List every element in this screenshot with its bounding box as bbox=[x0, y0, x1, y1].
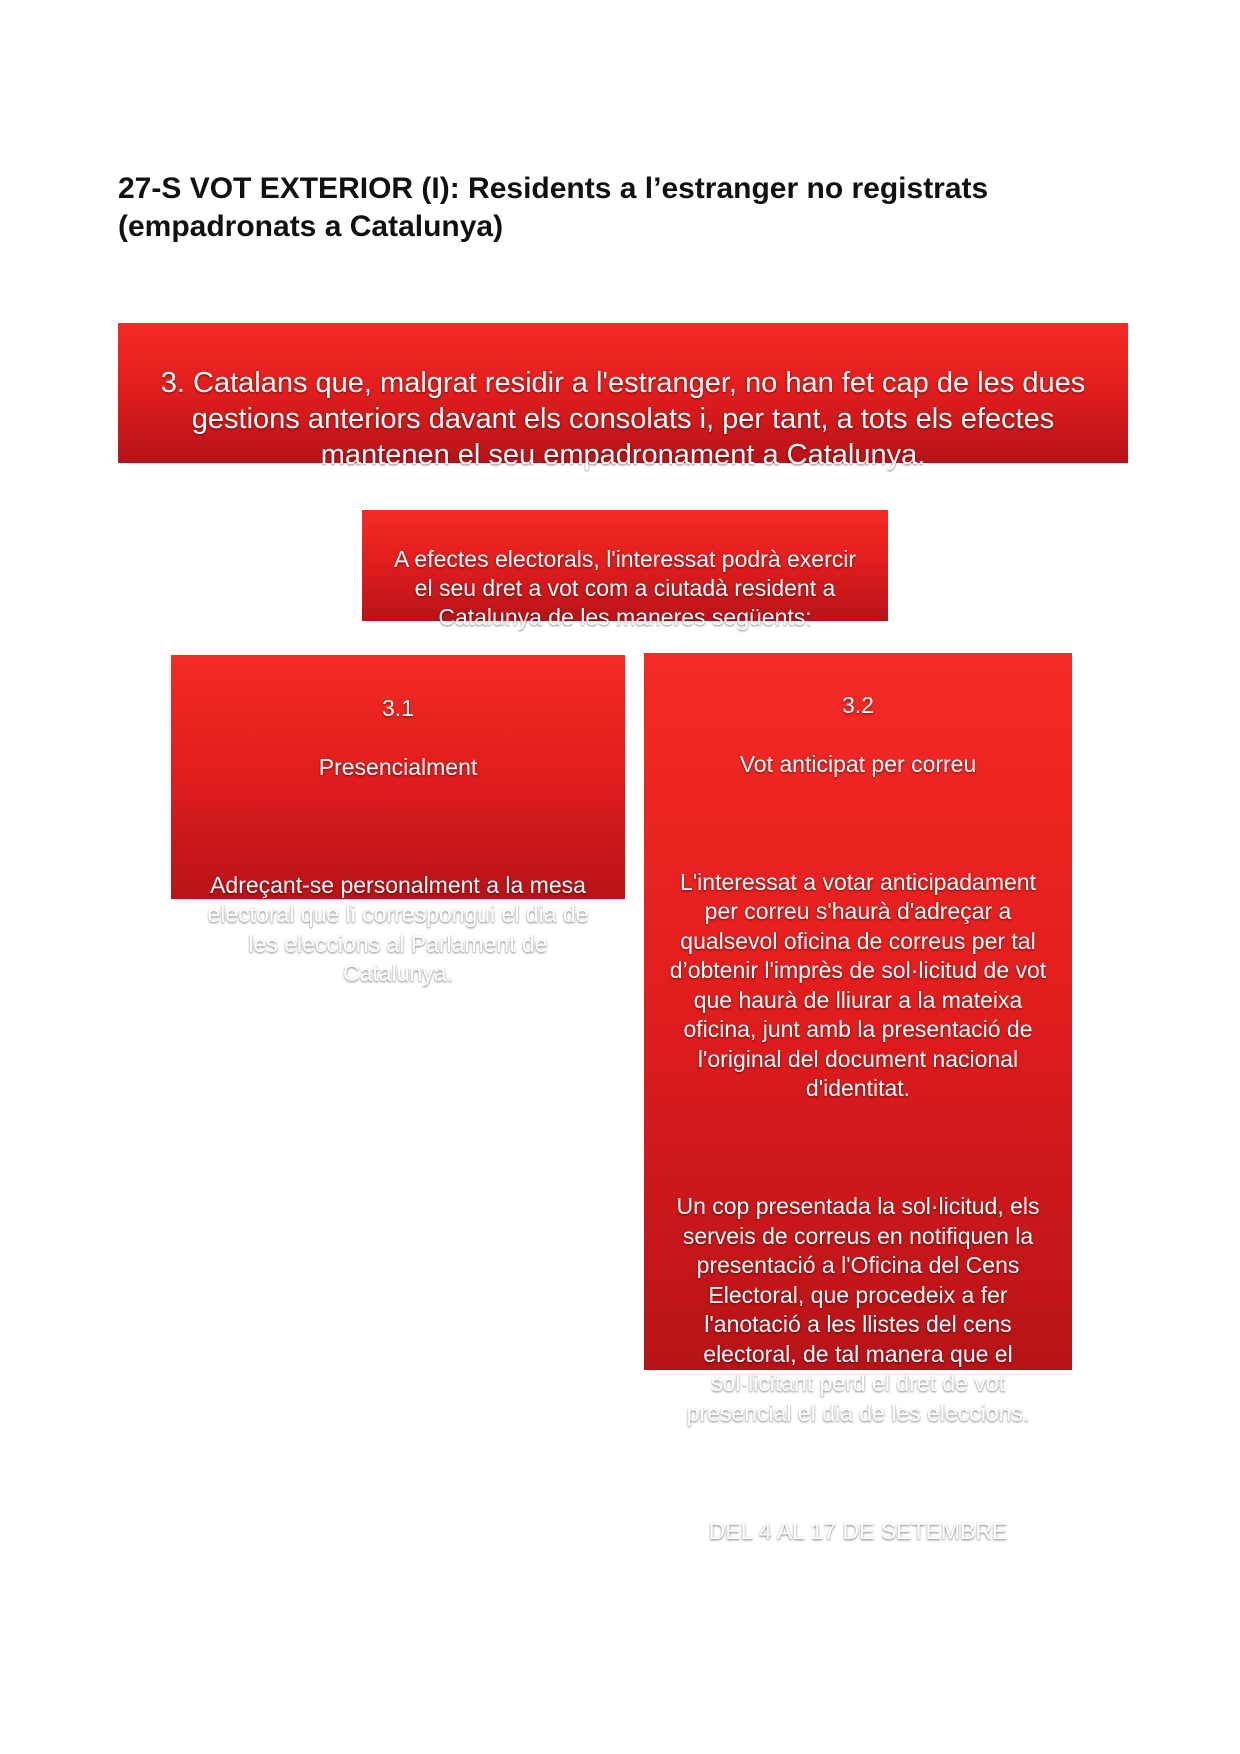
option-description: L'interessat a votar anticipadament per correu s'haurà d'adreçar a qualsevol oficina de correus per tal d’obtenir l'imprès de sol·licitud de vot que haurà de lliurar a la mateixa oficina, junt amb la presentació de l'original del document nacional d'identitat. bbox=[669, 868, 1047, 1101]
spacer bbox=[185, 812, 611, 842]
option-postal-vote-box bbox=[644, 653, 1072, 1544]
category-banner-text: 3. Catalans que, malgrat residir a l'estranger, no han fet cap de les dues gestions anteriors davant els consolats i, per tant, a tots els efectes mantenen el seu empadronament a Catalunya. bbox=[160, 367, 1086, 471]
option-dates: DEL 4 AL 17 DE SETEMBRE bbox=[708, 1517, 1008, 1544]
option-description: Adreçant-se personalment a la mesa electoral que li correspongui el dia de les eleccions al Parlament de Catalunya. bbox=[207, 871, 589, 986]
option-number: 3.2 bbox=[842, 691, 874, 718]
option-title: Presencialment bbox=[318, 753, 478, 780]
category-banner bbox=[118, 323, 1128, 471]
spacer bbox=[650, 1133, 1066, 1163]
option-number: 3.1 bbox=[382, 694, 414, 721]
option-title: Vot anticipat per correu bbox=[739, 750, 977, 777]
voting-info-text: A efectes electorals, l'interessat podrà exercir el seu dret a vot com a ciutadà resident a Catalunya de les maneres següents: bbox=[393, 546, 857, 630]
option-description-continued: Un cop presentada la sol·licitud, els serveis de correus en notifiquen la presentació a l'Oficina del Cens Electoral, que procedeix a fer l'anotació a les llistes del cens electoral, de tal manera que el sol·licitant perd el dret de vot presencial el dia de les eleccions. bbox=[676, 1193, 1040, 1426]
spacer bbox=[650, 809, 1066, 839]
spacer bbox=[650, 1458, 1066, 1488]
option-in-person-box bbox=[171, 655, 625, 986]
voting-info-box bbox=[362, 510, 888, 630]
page-title: 27-S VOT EXTERIOR (I): Residents a l’estranger no registrats (empadronats a Catalunya) bbox=[118, 172, 989, 243]
